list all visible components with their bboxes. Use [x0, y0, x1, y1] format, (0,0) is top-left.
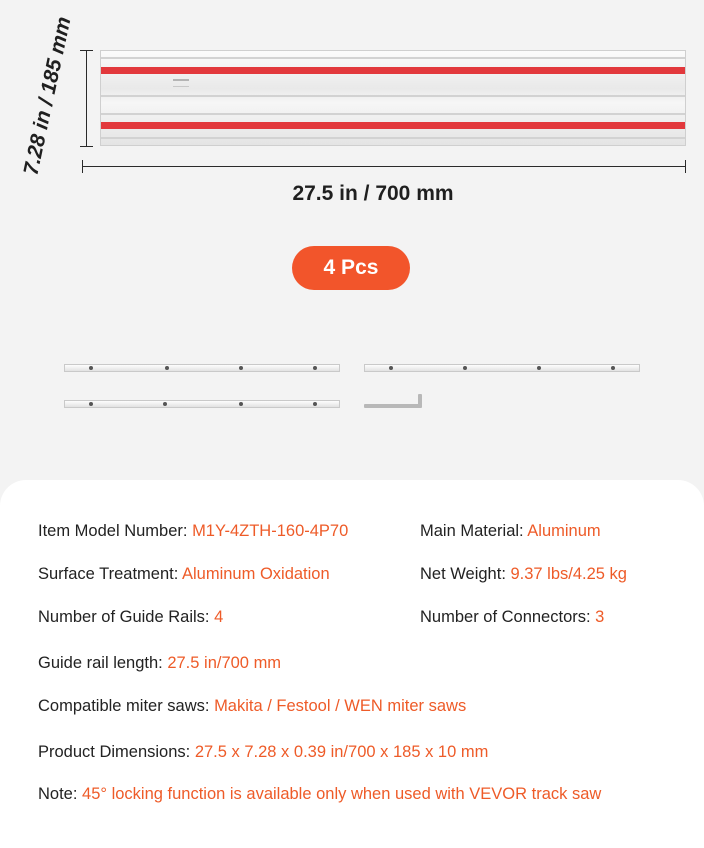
screw-hole [163, 402, 167, 406]
spec-label: Compatible miter saws: [38, 697, 215, 715]
spec-label: Number of Guide Rails: [38, 608, 215, 626]
rail-groove [101, 113, 685, 115]
spec-value: 4 [214, 608, 224, 626]
screw-hole [165, 366, 169, 370]
spec-value: Makita / Festool / WEN miter saws [214, 697, 467, 715]
spec-label: Main Material: [420, 522, 528, 540]
connector-bar [364, 364, 640, 372]
spec-material [420, 522, 601, 541]
screw-hole [89, 366, 93, 370]
spec-compatible [38, 697, 466, 716]
spec-card [0, 480, 704, 848]
rail-groove [101, 95, 685, 97]
spec-label: Number of Connectors: [420, 608, 596, 626]
spec-value: Aluminum Oxidation [182, 565, 330, 583]
spec-label: Guide rail length: [38, 654, 168, 672]
brand-logo-mark [173, 79, 189, 87]
spec-label: Product Dimensions: [38, 743, 195, 761]
spec-value: 27.5 in/700 mm [167, 654, 282, 672]
spec-value: M1Y-4ZTH-160-4P70 [192, 522, 349, 540]
spec-weight [420, 565, 627, 584]
spec-label: Net Weight: [420, 565, 511, 583]
screw-hole [537, 366, 541, 370]
height-dimension-tick [80, 146, 93, 147]
connector-bar [64, 400, 340, 408]
quantity-badge: 4 Pcs [292, 246, 410, 290]
screw-hole [313, 366, 317, 370]
connector-bar [64, 364, 340, 372]
height-dimension-label: 7.28 in / 185 mm [19, 14, 76, 178]
guide-rail-image [100, 50, 686, 146]
screw-hole [611, 366, 615, 370]
width-dimension-line [82, 166, 686, 167]
hex-key-icon [418, 394, 422, 408]
screw-hole [313, 402, 317, 406]
spec-label: Surface Treatment: [38, 565, 182, 583]
width-dimension-tick [82, 160, 83, 173]
spec-value: 9.37 lbs/4.25 kg [510, 565, 627, 583]
screw-hole [89, 402, 93, 406]
screw-hole [239, 366, 243, 370]
width-dimension-tick [685, 160, 686, 173]
spec-label: Item Model Number: [38, 522, 193, 540]
spec-note [38, 785, 601, 804]
screw-hole [463, 366, 467, 370]
screw-hole [239, 402, 243, 406]
spec-guide-rails [38, 608, 223, 627]
rail-groove [101, 137, 685, 139]
spec-connectors [420, 608, 604, 627]
screw-hole [389, 366, 393, 370]
width-dimension-label: 27.5 in / 700 mm [292, 182, 454, 205]
spec-model [38, 522, 348, 541]
spec-value: 45° locking function is available only when used with VEVOR track saw [82, 785, 602, 803]
height-dimension-line [86, 50, 87, 146]
spec-label: Note: [38, 785, 83, 803]
spec-rail-length [38, 654, 281, 673]
spec-value: 3 [595, 608, 605, 626]
height-dimension-tick [80, 50, 93, 51]
rail-groove [101, 57, 685, 59]
spec-dimensions [38, 743, 488, 762]
spec-value: Aluminum [527, 522, 601, 540]
rail-red-strip [101, 67, 685, 74]
spec-surface [38, 565, 330, 584]
hex-key-icon [364, 404, 420, 408]
rail-red-strip [101, 122, 685, 129]
spec-value: 27.5 x 7.28 x 0.39 in/700 x 185 x 10 mm [194, 743, 489, 761]
